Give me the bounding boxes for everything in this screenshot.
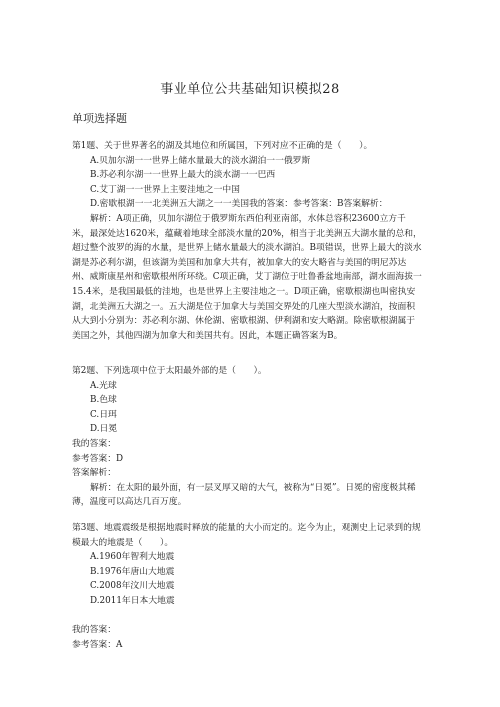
question-stem: 第2题、下列选项中位于太阳最外部的是（ ）。: [72, 366, 267, 376]
question-3: [72, 521, 422, 652]
option-d: D.密歇根湖一一北美洲五大湖之一一美国我的答案：参考答案：B答案解析：: [90, 199, 388, 210]
question-stem: 第1题、关于世界著名的湖及其地位和所属国，下列对应不正确的是（ ）。: [72, 141, 373, 151]
question-2: [72, 364, 422, 510]
option-b: B.苏必利尔湖一一世界上最大的淡水湖一一巴西: [90, 170, 276, 181]
question-stem: 第3题、地震震级是根据地震时释放的能量的大小而定的。迄今为止，观测史上记录到的规模最大的地震是（ ）。: [72, 523, 421, 548]
option-a: A.贝加尔湖一一世界上储水量最大的淡水湖泊一一俄罗斯: [90, 155, 311, 166]
explanation: 解析：在太阳的最外面，有一层叉厚又暗的大气，被称为“日冕”。日冕的密度极其稀薄，温度可以高达几百万度。: [72, 482, 416, 508]
option-d: D.2011年日本大地震: [90, 595, 175, 606]
explanation-label: 答案解析：: [72, 468, 116, 479]
option-c: C.艾丁湖一一世界上主要洼地之一中国: [90, 184, 240, 195]
spacer: [72, 609, 422, 624]
explanation: 解析：A项正确，贝加尔湖位于俄罗斯东西伯利亚南部，水体总容积23600立方千米，最深处达1620米，蕴藏着地球全部淡水量的20%，相当于北美洲五大湖水量的总和，超过整个波罗的海的水量，是世界上储水量最大的淡水湖泊。B项错误，世界上最大的淡水湖是苏必利尔湖，但该湖为美国和加拿大共有，被加拿大的安大略省与美国的明尼苏达州、威斯康星州和密歇根州所环绕。C项正确，艾丁湖位于吐鲁番盆地南部，湖水面海拔一15.4米，是我国最低的洼地，也是世界上主要洼地之一。D项正确，密歇根湖也叫密执安湖，北美洲五大湖之一。五大湖是位于加拿大与美国交界处的几座大型淡水湖泊，按面积从大到小分别为：苏必利尔湖、休伦湖、密歇根湖、伊利湖和安大略湖。除密歇根湖属于美国之外，其他四湖为加拿大和美国共有。因此，本题正确答案为B。: [72, 213, 422, 341]
question-1: [72, 139, 422, 343]
section-heading: 单项选择题: [72, 112, 127, 125]
page-title: 事业单位公共基础知识模拟28: [160, 82, 340, 97]
option-b: B.色球: [90, 395, 117, 406]
option-a: A.光球: [90, 380, 117, 391]
option-b: B.1976年唐山大地震: [90, 566, 175, 577]
option-d: D.日冕: [90, 424, 118, 435]
option-a: A.1960年智利大地震: [90, 552, 175, 563]
option-c: C.2008年汶川大地震: [90, 581, 175, 592]
option-c: C.日珥: [90, 409, 117, 420]
my-answer-label: 我的答案：: [72, 438, 116, 449]
my-answer-label: 我的答案：: [72, 625, 116, 636]
reference-answer: 参考答案：D: [72, 453, 124, 464]
reference-answer: 参考答案：A: [72, 639, 123, 650]
